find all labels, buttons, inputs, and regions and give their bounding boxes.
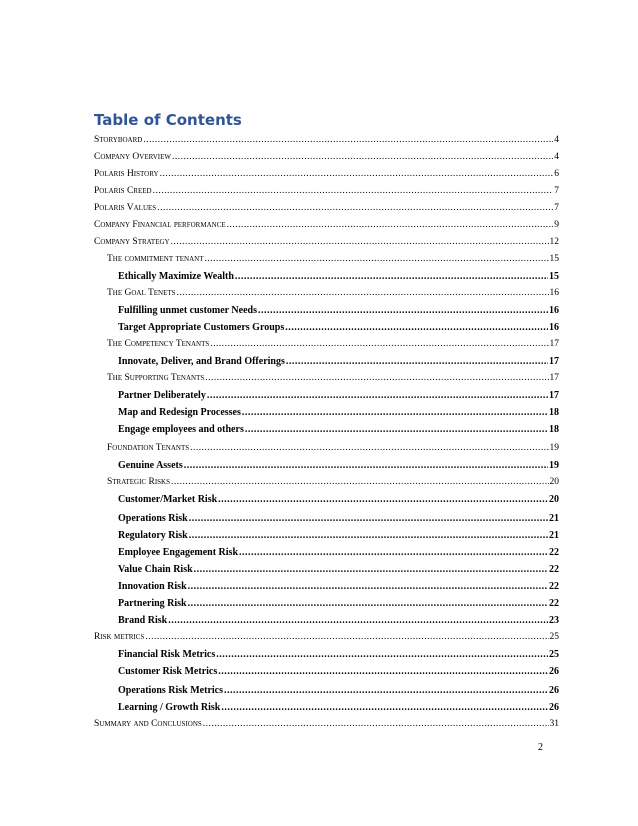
toc-entry-page: 22 xyxy=(549,547,559,558)
toc-entry[interactable] xyxy=(118,305,559,321)
toc-entry[interactable] xyxy=(118,460,559,476)
toc-entry-label: Company Strategy xyxy=(94,237,170,247)
toc-entry[interactable] xyxy=(118,547,559,563)
toc-entry[interactable] xyxy=(118,513,559,529)
page-number: 2 xyxy=(538,742,543,753)
toc-entry[interactable] xyxy=(118,702,559,718)
toc-entry-label: Regulatory Risk xyxy=(118,530,188,541)
toc-entry-label: Financial Risk Metrics xyxy=(118,649,216,660)
toc-entry-page: 15 xyxy=(549,271,559,282)
dot-leader xyxy=(184,460,548,471)
toc-entry[interactable] xyxy=(118,494,559,510)
dot-leader xyxy=(242,407,548,418)
toc-entry-page: 22 xyxy=(549,564,559,575)
dot-leader xyxy=(145,632,548,642)
dot-leader xyxy=(207,390,548,401)
toc-entry-page: 7 xyxy=(554,203,559,213)
dot-leader xyxy=(172,152,553,162)
toc-entry-page: 4 xyxy=(554,135,559,145)
toc-entry[interactable] xyxy=(118,598,559,614)
toc-entry-label: Innovate, Deliver, and Brand Offerings xyxy=(118,356,285,367)
toc-entry-page: 23 xyxy=(549,615,559,626)
toc-entry-label: Engage employees and others xyxy=(118,424,244,435)
toc-entry-label: Polaris History xyxy=(94,169,159,179)
dot-leader xyxy=(160,169,554,179)
toc-entry-label: Company Financial performance xyxy=(94,220,226,230)
toc-entry-page: 15 xyxy=(549,254,559,264)
toc-entry-label: Foundation Tenants xyxy=(107,443,190,453)
toc-entry-page: 31 xyxy=(549,719,559,729)
toc-entry-page: 12 xyxy=(549,237,559,247)
dot-leader xyxy=(205,254,549,264)
dot-leader xyxy=(210,339,548,349)
toc-entry-page: 17 xyxy=(549,390,559,401)
toc-entry[interactable] xyxy=(118,390,559,406)
toc-entry-page: 17 xyxy=(549,356,559,367)
dot-leader xyxy=(216,649,548,660)
toc-entry-label: The Competency Tenants xyxy=(107,339,210,349)
dot-leader xyxy=(190,443,548,453)
dot-leader xyxy=(157,203,553,213)
dot-leader xyxy=(239,547,548,558)
toc-entry-label: Target Appropriate Customers Groups xyxy=(118,322,285,333)
toc-entry[interactable] xyxy=(94,152,559,168)
dot-leader xyxy=(168,615,548,626)
toc-entry-label: Brand Risk xyxy=(118,615,168,626)
toc-entry[interactable] xyxy=(107,339,559,355)
dot-leader xyxy=(285,322,548,333)
toc-entry[interactable] xyxy=(94,632,559,648)
toc-entry-page: 19 xyxy=(549,460,559,471)
toc-entry-page: 4 xyxy=(554,152,559,162)
toc-entry[interactable] xyxy=(94,719,559,735)
dot-leader xyxy=(177,288,549,298)
toc-entry-label: Customer Risk Metrics xyxy=(118,666,218,677)
toc-entry-page: 20 xyxy=(549,494,559,505)
toc-entry-page: 21 xyxy=(549,513,559,524)
toc-entry-label: Company Overview xyxy=(94,152,171,162)
dot-leader xyxy=(221,702,548,713)
dot-leader xyxy=(218,666,548,677)
toc-entry[interactable] xyxy=(107,477,559,493)
toc-entry-label: Map and Redesign Processes xyxy=(118,407,241,418)
dot-leader xyxy=(188,598,548,609)
dot-leader xyxy=(205,373,548,383)
toc-entry-label: Polaris Creed xyxy=(94,186,152,196)
toc-entry-label: Fulfilling unmet customer Needs xyxy=(118,305,257,316)
toc-entry-label: Partnering Risk xyxy=(118,598,187,609)
toc-entry-label: Learning / Growth Risk xyxy=(118,702,221,713)
toc-entry-label: Customer/Market Risk xyxy=(118,494,218,505)
toc-entry[interactable] xyxy=(94,186,559,202)
toc-entry[interactable] xyxy=(118,271,559,287)
toc-entry-page: 25 xyxy=(549,649,559,660)
toc-entry[interactable] xyxy=(107,443,559,459)
toc-entry[interactable] xyxy=(107,254,559,270)
toc-entry-label: The commitment tenant xyxy=(107,254,204,264)
toc-entry[interactable] xyxy=(118,356,559,372)
dot-leader xyxy=(188,581,548,592)
toc-entry[interactable] xyxy=(118,530,559,546)
toc-entry-label: Risk metrics xyxy=(94,632,145,642)
dot-leader xyxy=(218,494,548,505)
toc-entry-page: 17 xyxy=(549,373,559,383)
toc-entry-label: Employee Engagement Risk xyxy=(118,547,238,558)
toc-entry[interactable] xyxy=(118,407,559,423)
dot-leader xyxy=(143,135,553,145)
toc-entry[interactable] xyxy=(107,373,559,389)
toc-entry-page: 16 xyxy=(549,322,559,333)
toc-entry-label: Ethically Maximize Wealth xyxy=(118,271,234,282)
toc-entry[interactable] xyxy=(94,135,559,151)
toc-entry[interactable] xyxy=(94,203,559,219)
dot-leader xyxy=(189,530,548,541)
toc-entry-label: The Supporting Tenants xyxy=(107,373,205,383)
toc-entry[interactable] xyxy=(118,666,559,682)
toc-entry[interactable] xyxy=(94,237,559,253)
toc-entry[interactable] xyxy=(118,564,559,580)
toc-entry-label: The Goal Tenets xyxy=(107,288,176,298)
toc-entry-page: 22 xyxy=(549,598,559,609)
toc-entry[interactable] xyxy=(118,322,559,338)
dot-leader xyxy=(245,424,548,435)
dot-leader xyxy=(286,356,548,367)
toc-entry[interactable] xyxy=(94,169,559,185)
dot-leader xyxy=(153,186,554,196)
toc-entry-page: 7 xyxy=(554,186,559,196)
toc-entry-page: 16 xyxy=(549,288,559,298)
dot-leader xyxy=(194,564,548,575)
toc-entry-label: Summary and Conclusions xyxy=(94,719,202,729)
dot-leader xyxy=(258,305,548,316)
dot-leader xyxy=(203,719,549,729)
dot-leader xyxy=(189,513,548,524)
toc-entry[interactable] xyxy=(107,288,559,304)
toc-entry-page: 18 xyxy=(549,407,559,418)
toc-entry[interactable] xyxy=(118,615,559,631)
toc-entry-label: Genuine Assets xyxy=(118,460,183,471)
dot-leader xyxy=(171,477,549,487)
toc-entry-label: Operations Risk xyxy=(118,513,188,524)
toc-entry[interactable] xyxy=(118,685,559,701)
toc-entry-page: 9 xyxy=(554,220,559,230)
toc-entry[interactable] xyxy=(118,424,559,440)
toc-entry[interactable] xyxy=(94,220,559,236)
toc-entry-page: 26 xyxy=(549,666,559,677)
toc-entry-label: Storyboard xyxy=(94,135,143,145)
toc-entry-page: 20 xyxy=(549,477,559,487)
toc-entry-page: 6 xyxy=(554,169,559,179)
toc-entry-page: 17 xyxy=(549,339,559,349)
toc-entry-label: Value Chain Risk xyxy=(118,564,193,575)
dot-leader xyxy=(171,237,549,247)
toc-entry-page: 25 xyxy=(549,632,559,642)
toc-entry-page: 18 xyxy=(549,424,559,435)
page-title: Table of Contents xyxy=(94,111,242,129)
toc-entry-label: Operations Risk Metrics xyxy=(118,685,223,696)
toc-entry[interactable] xyxy=(118,649,559,665)
dot-leader xyxy=(235,271,548,282)
toc-entry-page: 26 xyxy=(549,702,559,713)
toc-entry-label: Partner Deliberately xyxy=(118,390,206,401)
toc-entry-page: 19 xyxy=(549,443,559,453)
toc-entry-label: Innovation Risk xyxy=(118,581,187,592)
toc-entry-page: 22 xyxy=(549,581,559,592)
toc-entry-page: 26 xyxy=(549,685,559,696)
dot-leader xyxy=(227,220,554,230)
toc-entry[interactable] xyxy=(118,581,559,597)
toc-entry-page: 16 xyxy=(549,305,559,316)
dot-leader xyxy=(224,685,548,696)
toc-entry-label: Polaris Values xyxy=(94,203,157,213)
toc-entry-label: Strategic Risks xyxy=(107,477,170,487)
toc-entry-page: 21 xyxy=(549,530,559,541)
